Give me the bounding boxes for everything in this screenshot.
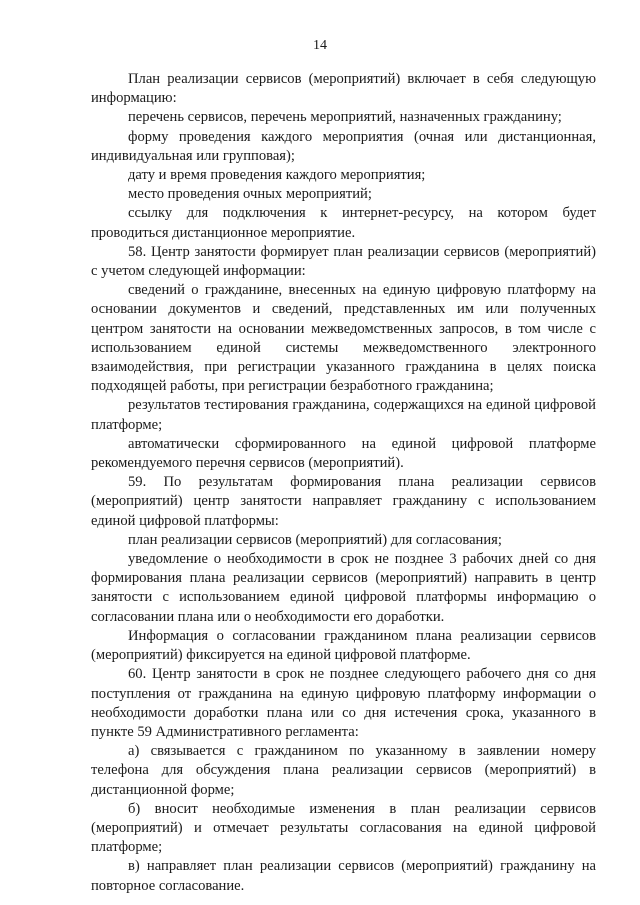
paragraph: уведомление о необходимости в срок не позднее 3 рабочих дней со дня формирования плана реализации сервисов (мероприятий) направить в центр занятости с использованием единой цифровой платформы информацию о согласовании плана или о необходимости его доработки.	[91, 551, 596, 625]
paragraph: форму проведения каждого мероприятия (очная или дистанционная, индивидуальная или групповая);	[91, 128, 596, 164]
paragraph: дату и время проведения каждого мероприятия;	[128, 167, 426, 184]
paragraph: а) связывается с гражданином по указанному в заявлении номеру телефона для обсуждения плана реализации сервисов (мероприятий) в дистанционной форме;	[91, 743, 596, 798]
paragraph: 60. Центр занятости в срок не позднее следующего рабочего дня со дня поступления от гражданина на единую цифровую платформу информации о необходимости доработки плана или со дня истечения срока, указанного в пункте 59 Административного регламента:	[91, 666, 596, 740]
paragraph: план реализации сервисов (мероприятий) для согласования;	[128, 531, 502, 548]
paragraph: автоматически сформированного на единой цифровой платформе рекомендуемого перечня сервисов (мероприятий).	[91, 435, 596, 472]
paragraph: б) вносит необходимые изменения в план реализации сервисов (мероприятий) и отмечает результаты согласования на единой цифровой платформе;	[91, 800, 596, 856]
paragraph: место проведения очных мероприятий;	[128, 186, 372, 203]
paragraph: План реализации сервисов (мероприятий) включает в себя следующую информацию:	[91, 71, 596, 107]
document-body	[91, 70, 596, 896]
paragraph: 59. По результатам формирования плана реализации сервисов (мероприятий) центр занятости направляет гражданину с использованием единой цифровой платформы:	[91, 474, 596, 529]
paragraph: перечень сервисов, перечень мероприятий, назначенных гражданину;	[128, 109, 562, 126]
paragraph: в) направляет план реализации сервисов (мероприятий) гражданину на повторное согласование.	[91, 858, 596, 894]
paragraph: 58. Центр занятости формирует план реализации сервисов (мероприятий) с учетом следующей информации:	[91, 243, 596, 280]
paragraph: ссылку для подключения к интернет-ресурсу, на котором будет проводиться дистанционное мероприятие.	[91, 205, 596, 241]
paragraph: результатов тестирования гражданина, содержащихся на единой цифровой платформе;	[91, 397, 596, 433]
paragraph: Информация о согласовании гражданином плана реализации сервисов (мероприятий) фиксируется на единой цифровой платформе.	[91, 627, 596, 664]
paragraph: сведений о гражданине, внесенных на единую цифровую платформу на основании документов и сведений, представленных им или полученных центром занятости на основании межведомственных запросов, в том числе с использованием единой системы межведомственного электронного взаимодействия, при регистрации указанного гражданина в целях поиска подходящей работы, при регистрации безработного гражданина;	[91, 282, 596, 395]
page-number: 14	[313, 38, 327, 53]
